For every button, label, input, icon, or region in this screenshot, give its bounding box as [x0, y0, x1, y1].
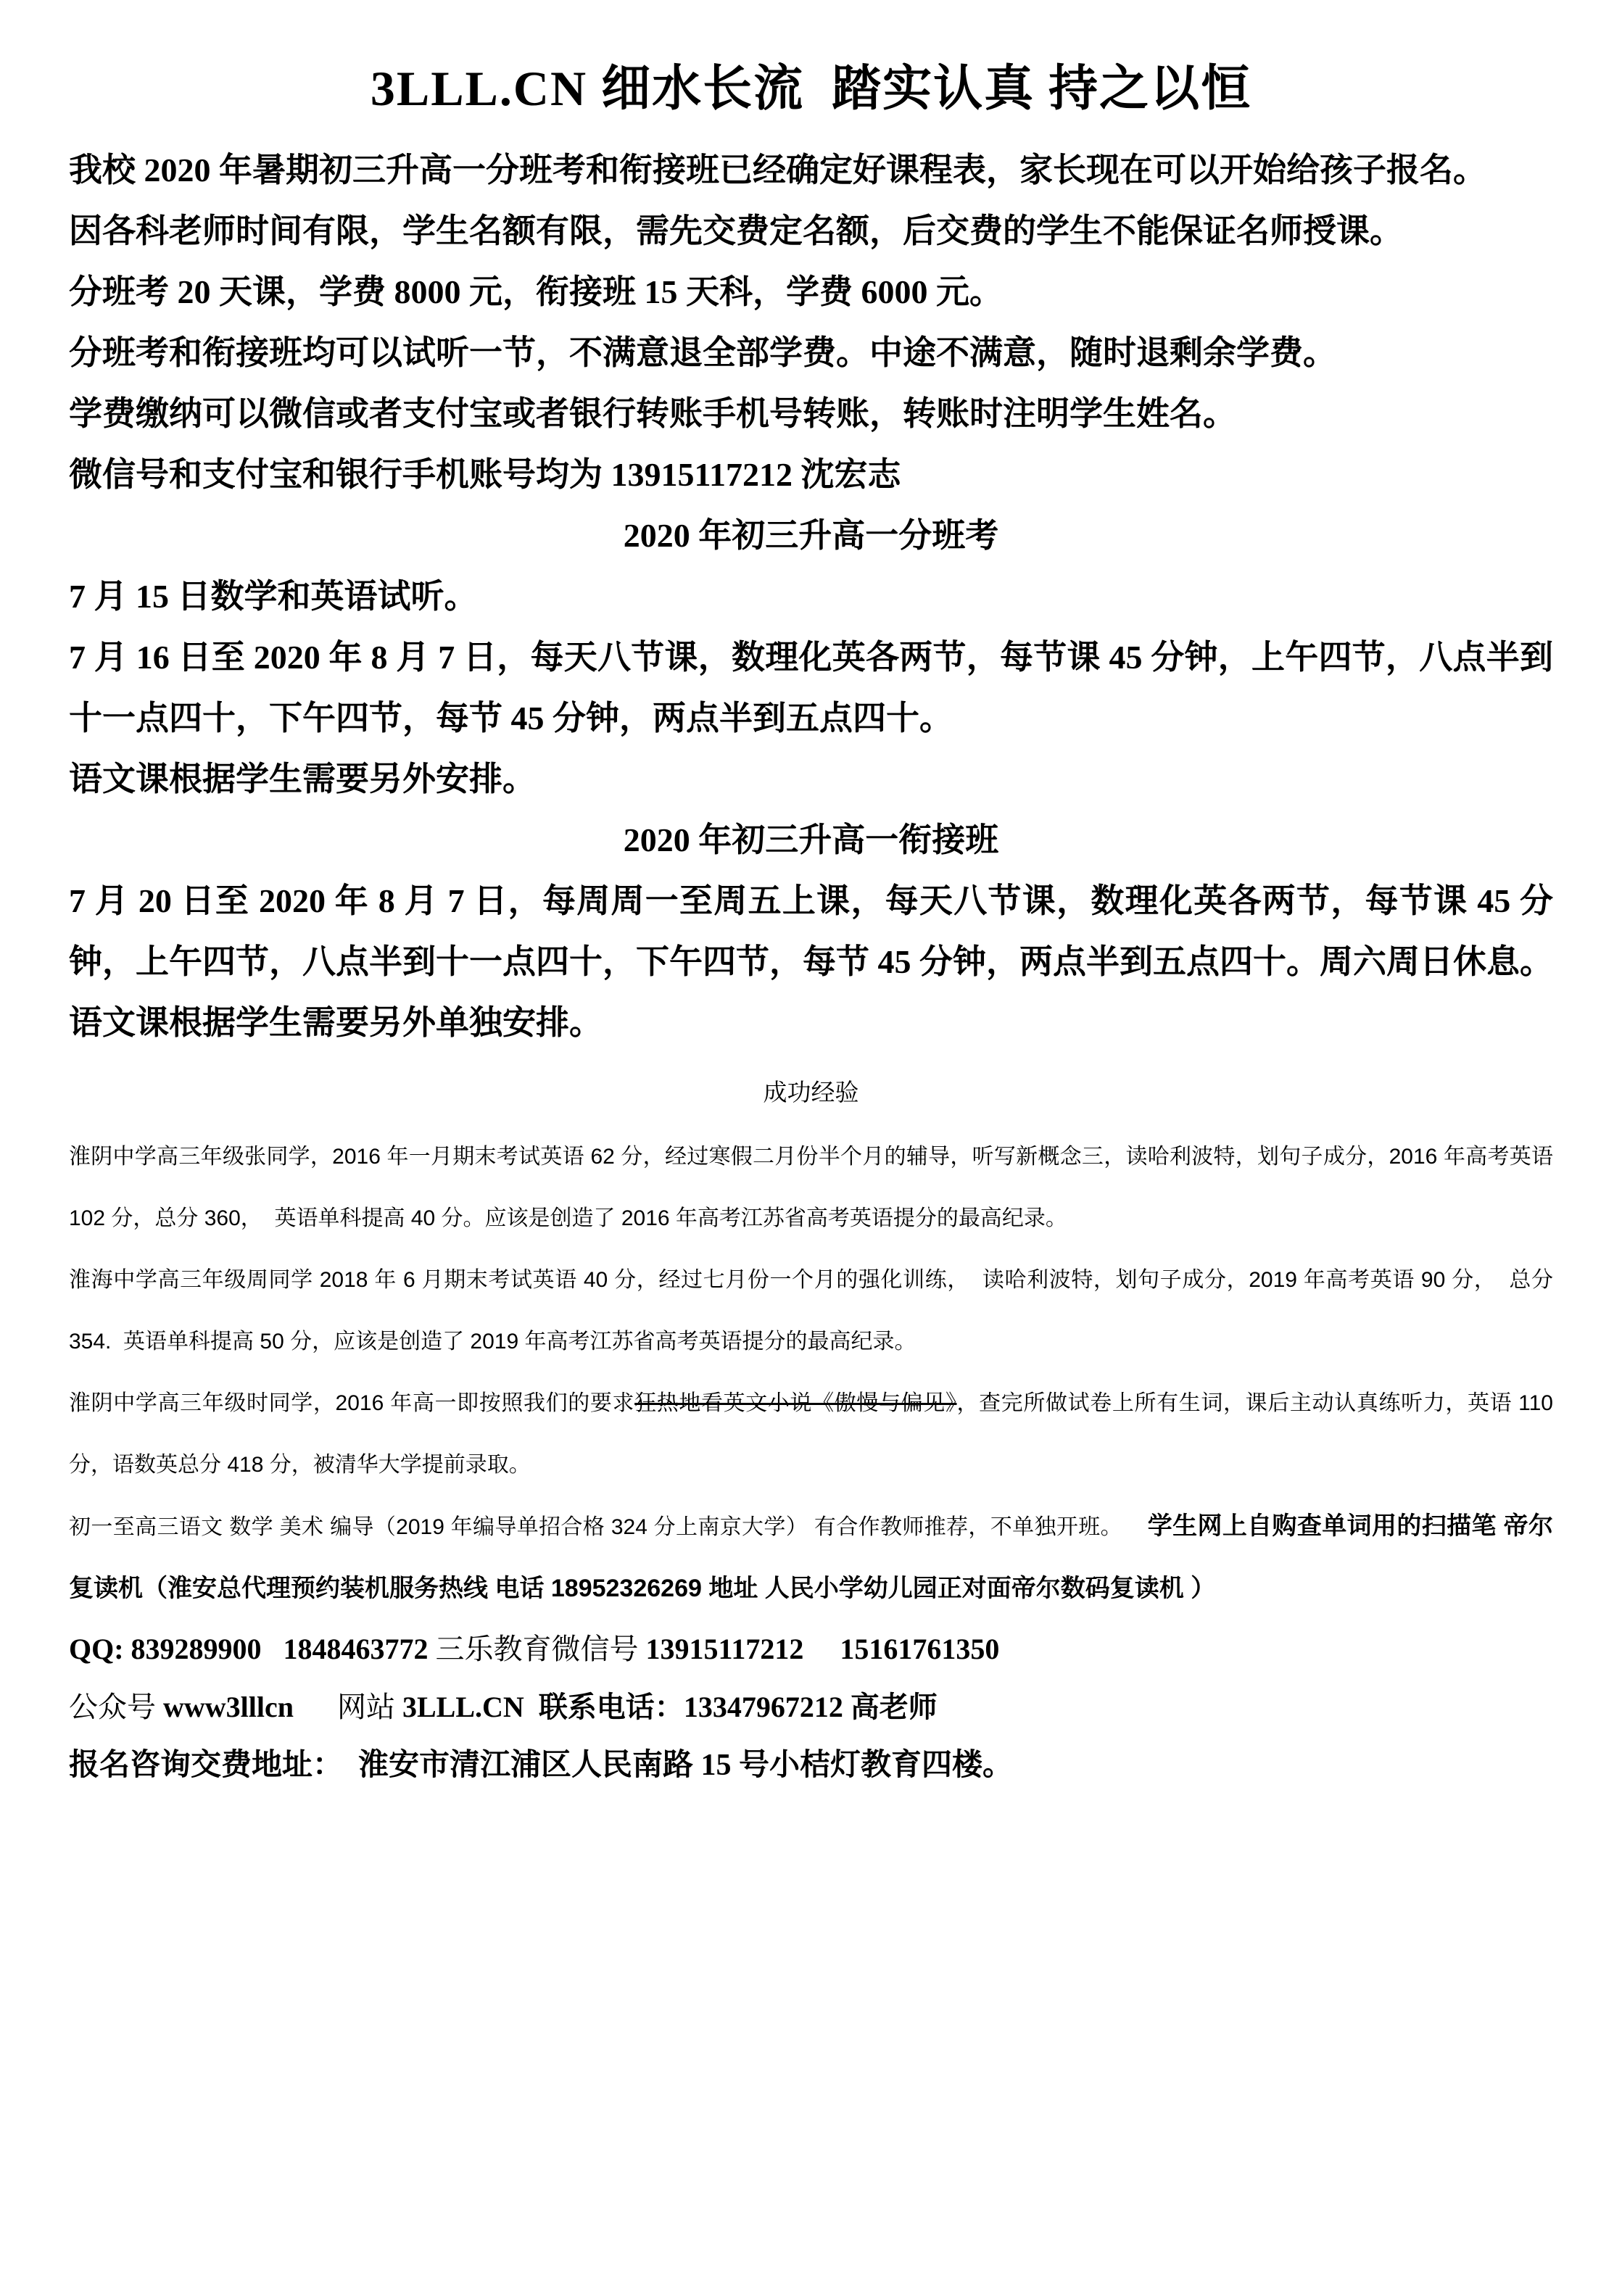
courses-and-devices-paragraph	[69, 1496, 1553, 1620]
bridge-section-heading: 2020 年初三升高一衔接班	[623, 821, 999, 858]
intro-paragraph-2: 因各科老师时间有限，学生名额有限，需先交费定名额，后交费的学生不能保证名师授课。	[69, 212, 1403, 249]
phone-value: 13347967212	[683, 1691, 843, 1723]
bridge-paragraph-2: 语文课根据学生需要另外单独安排。	[69, 1004, 603, 1041]
official-account-value: www3lllcn	[163, 1691, 294, 1723]
intro-paragraph-6: 微信号和支付宝和银行手机账号均为 13915117212 沈宏志	[69, 456, 901, 493]
exam-paragraph-1: 7 月 15 日数学和英语试听。	[69, 578, 478, 615]
success-story-3-strikethrough-text: 狂热地看英文小说《傲慢与偏见》	[634, 1391, 957, 1415]
contact-line-web-phone	[69, 1678, 1553, 1736]
success-story-3-tail: ，查完所做试卷上所有生词，课后主动认真练听力，英语 110 分，语数英总分 418 分，被清华大学提前录取。	[69, 1391, 1560, 1477]
contact-line-address	[69, 1736, 1553, 1794]
success-section-heading: 成功经验	[763, 1079, 859, 1106]
bridge-paragraph-1: 7 月 20 日至 2020 年 8 月 7 日，每周周一至周五上课，每天八节课，数理化英各两节，每节课 45 分钟，上午四节，八点半到十一点四十，下午四节，每节 45 分钟，两点半到五点四十。周六周日休息。	[69, 882, 1553, 980]
website-value: 3LLL.CN	[402, 1691, 524, 1723]
contact-line-qq-wechat	[69, 1620, 1553, 1678]
wechat-numbers: 13915117212 15161761350	[645, 1633, 1000, 1665]
intro-paragraph-3: 分班考 20 天课，学费 8000 元，衔接班 15 天科，学费 6000 元。	[69, 273, 1003, 310]
website-label: 网站	[294, 1691, 402, 1723]
scanner-pen-note: 学生网上自购查单词用的扫描笔 帝尔复读机（淮安总代理预约装机服务热线 电话 18952326269 地址 人民小学幼儿园正对面帝尔数码复读机 ）	[69, 1512, 1553, 1602]
courses-note: 初一至高三语文 数学 美术 编导（2019 年编导单招合格 324 分上南京大学） 有合作教师推荐，不单独开班。	[69, 1515, 1148, 1539]
exam-section-heading: 2020 年初三升高一分班考	[623, 517, 999, 554]
phone-contact-person: 高老师	[843, 1691, 938, 1723]
document-title: 3LLL.CN 细水长流 踏实认真 持之以恒	[370, 61, 1252, 116]
address-label: 报名咨询交费地址：	[69, 1749, 359, 1782]
exam-paragraph-2: 7 月 16 日至 2020 年 8 月 7 日，每天八节课，数理化英各两节，每节课 45 分钟，上午四节，八点半到十一点四十，下午四节，每节 45 分钟，两点半到五点四十。	[69, 639, 1553, 737]
phone-label: 联系电话：	[524, 1691, 684, 1723]
wechat-label: 三乐教育微信号	[435, 1633, 646, 1665]
address-value: 淮安市清江浦区人民南路 15 号小桔灯教育四楼。	[358, 1749, 1014, 1782]
exam-paragraph-3: 语文课根据学生需要另外安排。	[69, 761, 536, 797]
success-story-2: 淮海中学高三年级周同学 2018 年 6 月期末考试英语 40 分，经过七月份一个月的强化训练， 读哈利波特，划句子成分，2019 年高考英语 90 分， 总分 354. 英语单科提高 50 分，应该是创造了 2019 年高考江苏省高考英语提分的最高纪录。	[69, 1268, 1560, 1354]
success-story-1: 淮阴中学高三年级张同学，2016 年一月期末考试英语 62 分，经过寒假二月份半个月的辅导，听写新概念三，读哈利波特，划句子成分，2016 年高考英语 102 分，总分 360， 英语单科提高 40 分。应该是创造了 2016 年高考江苏省高考英语提分的最高纪录。	[69, 1145, 1560, 1230]
intro-paragraph-4: 分班考和衔接班均可以试听一节，不满意退全部学费。中途不满意，随时退剩余学费。	[69, 334, 1336, 371]
qq-numbers: QQ: 839289900 1848463772	[69, 1633, 436, 1665]
intro-paragraph-5: 学费缴纳可以微信或者支付宝或者银行转账手机号转账，转账时注明学生姓名。	[69, 395, 1236, 432]
intro-paragraph-1: 我校 2020 年暑期初三升高一分班考和衔接班已经确定好课程表，家长现在可以开始给孩子报名。	[69, 152, 1486, 188]
success-story-3	[69, 1372, 1560, 1496]
success-story-3-lead: 淮阴中学高三年级时同学，2016 年高一即按照我们的要求	[69, 1391, 635, 1415]
official-account-label: 公众号	[69, 1691, 163, 1723]
